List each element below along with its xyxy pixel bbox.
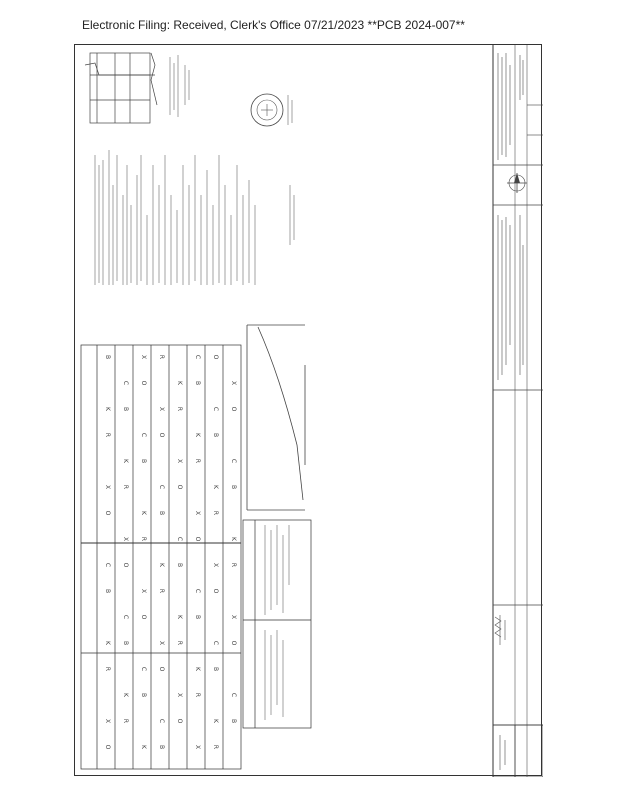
table-marker: R — [212, 510, 219, 516]
table-marker: B — [122, 406, 129, 412]
table-marker: B — [194, 614, 201, 620]
table-marker: K — [194, 667, 201, 671]
table-marker: O — [140, 380, 147, 386]
table-marker: R — [122, 484, 129, 490]
table-marker: O — [212, 354, 219, 360]
table-marker: R — [104, 666, 111, 672]
table-marker: K — [158, 563, 165, 567]
table-marker: C — [104, 562, 111, 568]
table-marker: C — [230, 458, 237, 464]
table-marker: K — [194, 433, 201, 437]
table-marker: B — [230, 718, 237, 724]
general-notes — [95, 150, 294, 285]
table-marker: X — [122, 536, 129, 542]
table-marker: C — [176, 536, 183, 542]
table-marker: K — [176, 381, 183, 385]
table-marker: X — [158, 640, 165, 646]
table-marker: R — [230, 562, 237, 568]
filing-header: Electronic Filing: Received, Clerk's Office 07/21/2023 **PCB 2024-007** — [82, 18, 465, 32]
table-marker: K — [140, 511, 147, 515]
table-marker: R — [104, 432, 111, 438]
table-marker: O — [104, 744, 111, 750]
table-marker: O — [230, 406, 237, 412]
table-marker: O — [140, 614, 147, 620]
table-marker: C — [122, 614, 129, 620]
table-marker: B — [140, 692, 147, 698]
table-marker: B — [104, 354, 111, 360]
rating-curve — [247, 325, 305, 510]
table-marker: K — [104, 407, 111, 411]
table-marker: O — [176, 484, 183, 490]
table-marker: O — [212, 588, 219, 594]
table-marker: B — [140, 458, 147, 464]
table-marker: O — [194, 536, 201, 542]
table-marker: B — [104, 588, 111, 594]
table-marker: B — [176, 562, 183, 568]
table-marker: O — [176, 718, 183, 724]
table-marker: R — [176, 406, 183, 412]
table-marker: C — [194, 354, 201, 360]
title-block-text — [498, 53, 523, 770]
table-marker: K — [212, 719, 219, 723]
table-marker: C — [140, 666, 147, 672]
table-marker: K — [140, 745, 147, 749]
table-marker: B — [212, 666, 219, 672]
table-marker: X — [176, 458, 183, 464]
table-marker: C — [122, 380, 129, 386]
table-marker: C — [230, 692, 237, 698]
table-marker: C — [194, 588, 201, 594]
table-markers — [104, 355, 237, 750]
table-marker: C — [158, 718, 165, 724]
table-marker: R — [212, 744, 219, 750]
table-marker: R — [158, 588, 165, 594]
table-marker: K — [104, 641, 111, 645]
section-sketch — [85, 53, 157, 123]
table-marker: K — [176, 615, 183, 619]
table-marker: X — [140, 354, 147, 360]
table-marker: X — [140, 588, 147, 594]
table-marker: B — [230, 484, 237, 490]
table-marker: R — [122, 718, 129, 724]
table-marker: C — [158, 484, 165, 490]
table-marker: R — [194, 458, 201, 464]
table-marker: X — [194, 510, 201, 516]
table-marker: X — [194, 744, 201, 750]
table-marker: R — [158, 354, 165, 360]
table-marker: K — [122, 459, 129, 463]
table-marker: B — [212, 432, 219, 438]
north-arrow-icon — [507, 173, 527, 193]
drawing-sheet — [74, 44, 542, 776]
table-marker: O — [104, 510, 111, 516]
table-marker: K — [212, 485, 219, 489]
table-marker: C — [212, 640, 219, 646]
table-marker: B — [122, 640, 129, 646]
engineering-drawing — [75, 45, 543, 777]
table-marker: X — [104, 718, 111, 724]
table-marker: O — [230, 640, 237, 646]
engineer-seal-icon — [251, 94, 283, 126]
table-marker: X — [158, 406, 165, 412]
table-marker: X — [230, 614, 237, 620]
table-marker: R — [194, 692, 201, 698]
table-marker: O — [122, 562, 129, 568]
table-marker: K — [122, 693, 129, 697]
table-marker: C — [140, 432, 147, 438]
table-marker: X — [212, 562, 219, 568]
table-marker: B — [194, 380, 201, 386]
table-marker: C — [212, 406, 219, 412]
table-marker: X — [230, 380, 237, 386]
table-marker: R — [140, 536, 147, 542]
table-marker: X — [176, 692, 183, 698]
table-marker: O — [158, 666, 165, 672]
table-marker: O — [158, 432, 165, 438]
table-marker: K — [230, 537, 237, 541]
table-marker: R — [176, 640, 183, 646]
table-marker: X — [104, 484, 111, 490]
table-marker: B — [158, 744, 165, 750]
table-marker: B — [158, 510, 165, 516]
